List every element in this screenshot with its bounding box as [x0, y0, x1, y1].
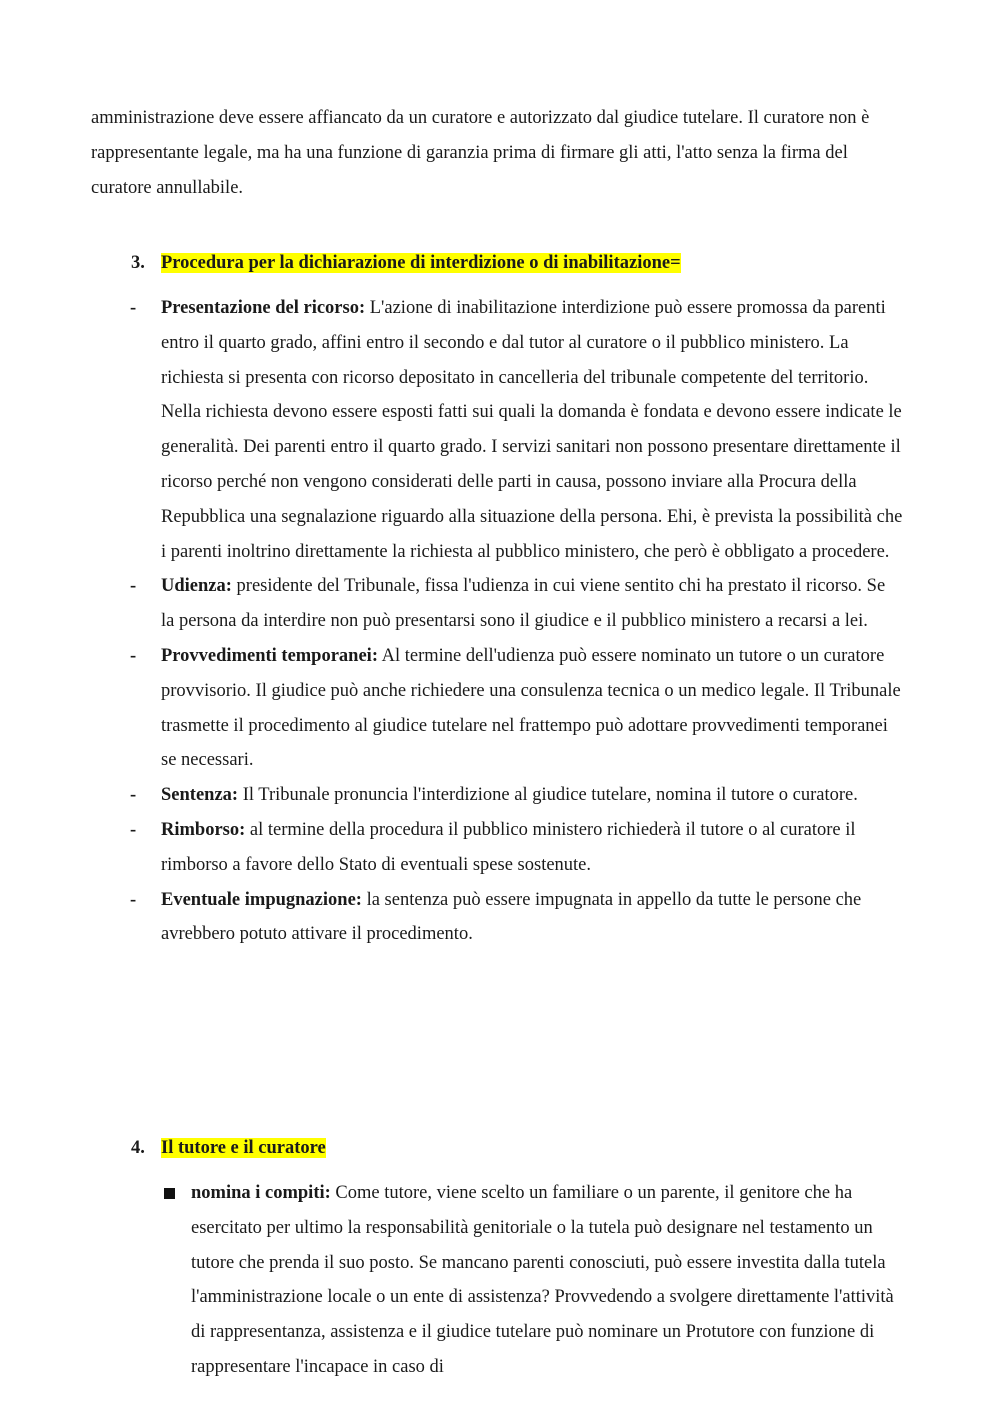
dash-marker: -: [130, 576, 137, 597]
list-item: [130, 813, 903, 883]
list-item: [130, 639, 903, 778]
section-3-number: 3.: [131, 253, 145, 273]
item-text: presidente del Tribunale, fissa l'udienza in cui viene sentito chi ha prestato il ricorso. Se la persona da interdire non può presentarsi sono il giudice e il pubblico ministero a recarsi a lei.: [161, 576, 886, 632]
dash-marker: -: [130, 889, 137, 910]
list-item: [191, 1176, 903, 1385]
section-4-heading: [131, 1131, 326, 1166]
dash-marker: -: [130, 298, 137, 318]
tutor-curator-list: [191, 1176, 903, 1385]
list-item: [130, 883, 903, 953]
dash-marker: -: [130, 645, 137, 666]
item-label: nomina i compiti:: [191, 1183, 331, 1203]
item-label: Provvedimenti temporanei:: [161, 645, 378, 666]
item-label: Eventuale impugnazione:: [161, 889, 362, 910]
section-4-title: Il tutore e il curatore: [161, 1138, 326, 1158]
item-label: Sentenza:: [161, 785, 239, 806]
section-3-title: Procedura per la dichiarazione di interdizione o di inabilitazione=: [161, 253, 681, 273]
item-text: Il Tribunale pronuncia l'interdizione al giudice tutelare, nomina il tutore o curatore.: [238, 785, 858, 806]
item-text: la sentenza può essere impugnata in appello da tutte le persone che avrebbero potuto attivare il procedimento.: [161, 889, 862, 945]
list-item: [130, 291, 903, 569]
list-item: [130, 569, 903, 639]
item-text: Al termine dell'udienza può essere nominato un tutore o un curatore provvisorio. Il giudice può anche richiedere una consulenza tecnica o un medico legale. Il Tribunale trasmette il procedimento al giudice tutelare nel frattempo può adottare provvedimenti temporanei se necessari.: [161, 645, 901, 771]
list-item: [130, 778, 903, 813]
item-text: L'azione di inabilitazione interdizione può essere promossa da parenti entro il quarto grado, affini entro il secondo e dal tutor al curatore o il pubblico ministero. La richiesta si presenta con ricorso depositato in cancelleria del tribunale competente del territorio. Nella richiesta devono essere esposti fatti sui quali la domanda è fondata e devono essere indicate le generalità. Dei parenti entro il quarto grado. I servizi sanitari non possono presentare direttamente il ricorso perché non vengono considerati delle parti in causa, possono inviare alla Procura della Repubblica una segnalazione riguardo alla situazione della persona. Ehi, è prevista la possibilità che i parenti inoltrino direttamente la richiesta al pubblico ministero, che però è obbligato a procedere.: [161, 298, 903, 562]
dash-marker: -: [130, 819, 137, 840]
item-label: Udienza:: [161, 576, 232, 597]
section-4-number: 4.: [131, 1138, 145, 1158]
procedure-steps-list: [130, 291, 903, 952]
item-text: Come tutore, viene scelto un familiare o un parente, il genitore che ha esercitato per ultimo la responsabilità genitoriale o la tutela può designare nel testamento un tutore che prenda il suo posto. Se mancano parenti conosciuti, può essere investita dalla tutela l'amministrazione locale o un ente di assistenza? Provvedendo a svolgere direttamente l'attività di rappresentanza, assistenza e il giudice tutelare può nominare un Protutore con funzione di rappresentare l'incapace in caso di: [191, 1183, 894, 1377]
item-label: Rimborso:: [161, 819, 246, 840]
section-3-heading: [131, 246, 681, 281]
item-label: Presentazione del ricorso:: [161, 298, 366, 318]
square-bullet-icon: [164, 1188, 175, 1199]
intro-paragraph: amministrazione deve essere affiancato da un curatore e autorizzato dal giudice tutelare. Il curatore non è rappresentante legale, ma ha una funzione di garanzia prima di firmare gli atti, l'atto senza la firma del curatore annullabile.: [91, 108, 870, 198]
item-text: al termine della procedura il pubblico ministero richiederà il tutore o al curatore il rimborso a favore dello Stato di eventuali spese sostenute.: [161, 819, 856, 875]
dash-marker: -: [130, 785, 137, 806]
